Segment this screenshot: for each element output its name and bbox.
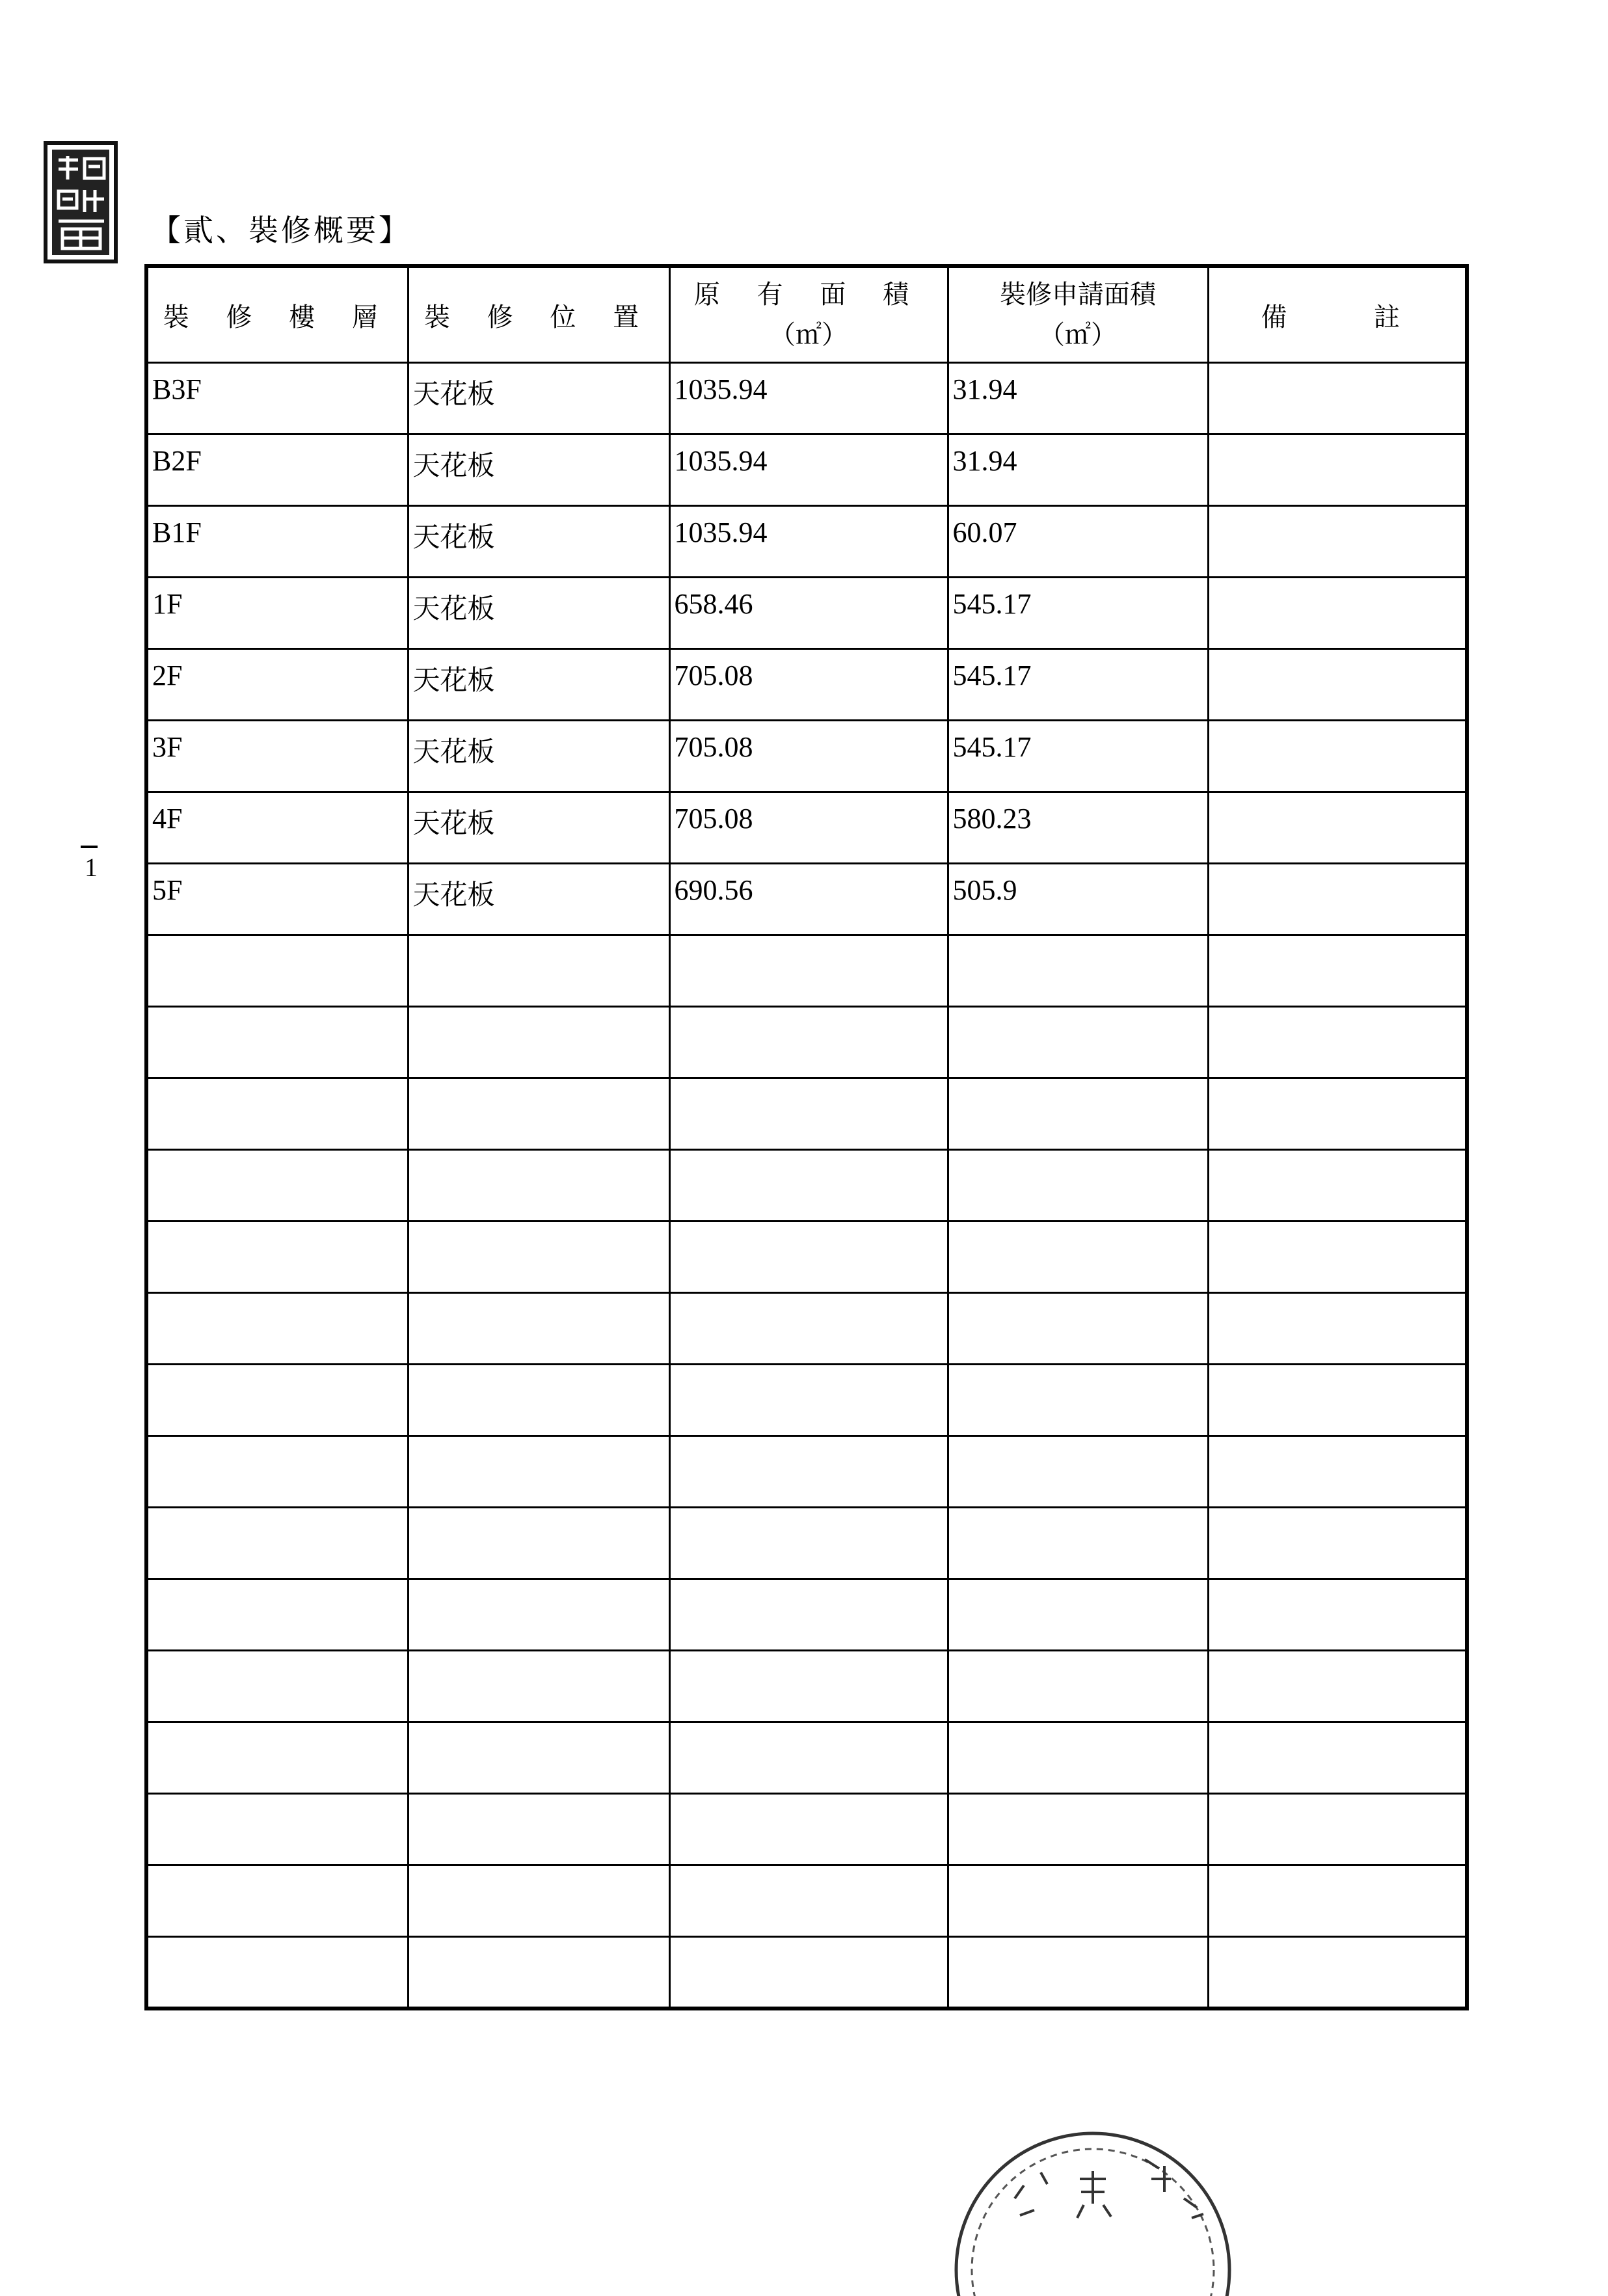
cell-location [408, 1937, 669, 2009]
cell-location: 天花板 [408, 434, 669, 506]
cell-original-area [669, 1579, 948, 1651]
cell-requested-area: 545.17 [948, 649, 1208, 721]
cell-original-area [669, 1007, 948, 1078]
cell-location [408, 1436, 669, 1508]
table-row-empty [146, 1579, 1467, 1651]
cell-floor [146, 1508, 408, 1579]
cell-remark [1208, 363, 1467, 434]
cell-location [408, 1508, 669, 1579]
cell-original-area [669, 1221, 948, 1293]
cell-remark [1208, 1579, 1467, 1651]
seal-stamp-bottom [937, 2101, 1236, 2296]
cell-remark [1208, 578, 1467, 649]
cell-location [408, 1365, 669, 1436]
cell-original-area [669, 1436, 948, 1508]
cell-original-area [669, 1651, 948, 1722]
cell-original-area: 705.08 [669, 792, 948, 864]
header-location: 裝 修 位 置 [408, 266, 669, 363]
cell-floor [146, 1651, 408, 1722]
cell-location: 天花板 [408, 649, 669, 721]
table-row [146, 506, 1467, 578]
cell-floor: B3F [146, 363, 408, 434]
cell-requested-area [948, 935, 1208, 1007]
cell-requested-area: 31.94 [948, 363, 1208, 434]
cell-requested-area: 545.17 [948, 578, 1208, 649]
cell-location [408, 935, 669, 1007]
table-row [146, 792, 1467, 864]
cell-requested-area [948, 1007, 1208, 1078]
cell-original-area: 1035.94 [669, 506, 948, 578]
cell-floor: 5F [146, 864, 408, 935]
cell-location [408, 1579, 669, 1651]
table-row [146, 649, 1467, 721]
cell-floor [146, 1365, 408, 1436]
header-remark-char-2: 註 [1374, 302, 1400, 332]
header-remark-char-1: 備 [1261, 302, 1287, 332]
cell-requested-area [948, 1221, 1208, 1293]
cell-remark [1208, 1221, 1467, 1293]
table-row [146, 864, 1467, 935]
cell-floor [146, 1579, 408, 1651]
cell-original-area [669, 1794, 948, 1865]
table-row-empty [146, 1007, 1467, 1078]
table-row-empty [146, 1865, 1467, 1937]
cell-original-area [669, 1365, 948, 1436]
table-row-empty [146, 1651, 1467, 1722]
cell-original-area [669, 1865, 948, 1937]
table-row-empty [146, 1794, 1467, 1865]
cell-original-area [669, 1508, 948, 1579]
cell-remark [1208, 1078, 1467, 1150]
cell-remark [1208, 864, 1467, 935]
cell-requested-area [948, 1651, 1208, 1722]
table-row-empty [146, 1722, 1467, 1794]
table-row [146, 578, 1467, 649]
cell-remark [1208, 1365, 1467, 1436]
cell-requested-area: 505.9 [948, 864, 1208, 935]
header-remark [1208, 266, 1467, 363]
cell-location: 天花板 [408, 721, 669, 792]
table-row [146, 721, 1467, 792]
cell-requested-area: 60.07 [948, 506, 1208, 578]
cell-location [408, 1794, 669, 1865]
cell-floor [146, 1221, 408, 1293]
cell-requested-area [948, 1150, 1208, 1221]
cell-remark [1208, 649, 1467, 721]
cell-location: 天花板 [408, 792, 669, 864]
cell-requested-area [948, 1365, 1208, 1436]
table-row [146, 434, 1467, 506]
cell-remark [1208, 1937, 1467, 2009]
cell-location: 天花板 [408, 864, 669, 935]
header-requested-area [948, 266, 1208, 363]
cell-floor: 4F [146, 792, 408, 864]
cell-original-area [669, 1150, 948, 1221]
cell-requested-area [948, 1436, 1208, 1508]
cell-remark [1208, 1508, 1467, 1579]
cell-remark [1208, 1722, 1467, 1794]
cell-remark [1208, 434, 1467, 506]
section-title: 【貳、裝修概要】 [151, 213, 411, 248]
cell-remark [1208, 1865, 1467, 1937]
cell-location [408, 1221, 669, 1293]
cell-original-area [669, 1293, 948, 1365]
cell-requested-area [948, 1722, 1208, 1794]
table-row-empty [146, 1508, 1467, 1579]
cell-floor: 2F [146, 649, 408, 721]
cell-location [408, 1007, 669, 1078]
margin-dash [81, 846, 98, 848]
table-header-row [146, 266, 1467, 363]
cell-location [408, 1722, 669, 1794]
table-row-empty [146, 1365, 1467, 1436]
table-row [146, 363, 1467, 434]
cell-requested-area: 31.94 [948, 434, 1208, 506]
cell-floor [146, 1937, 408, 2009]
margin-page-mark: 1 [85, 853, 98, 882]
cell-floor [146, 1794, 408, 1865]
cell-location: 天花板 [408, 578, 669, 649]
cell-floor [146, 1722, 408, 1794]
cell-original-area: 1035.94 [669, 363, 948, 434]
cell-remark [1208, 1150, 1467, 1221]
cell-requested-area [948, 1579, 1208, 1651]
header-requested-area-unit: （㎡） [1039, 320, 1117, 350]
cell-remark [1208, 1794, 1467, 1865]
cell-original-area: 690.56 [669, 864, 948, 935]
cell-floor [146, 1436, 408, 1508]
cell-original-area [669, 1722, 948, 1794]
cell-original-area [669, 1937, 948, 2009]
cell-remark [1208, 1007, 1467, 1078]
cell-location [408, 1150, 669, 1221]
cell-remark [1208, 935, 1467, 1007]
cell-remark [1208, 1436, 1467, 1508]
table-row-empty [146, 1937, 1467, 2009]
table-row-empty [146, 935, 1467, 1007]
cell-original-area: 658.46 [669, 578, 948, 649]
cell-requested-area: 580.23 [948, 792, 1208, 864]
cell-original-area [669, 1078, 948, 1150]
cell-requested-area [948, 1078, 1208, 1150]
cell-location [408, 1078, 669, 1150]
cell-remark [1208, 506, 1467, 578]
cell-floor: 3F [146, 721, 408, 792]
cell-location: 天花板 [408, 363, 669, 434]
cell-requested-area [948, 1293, 1208, 1365]
header-requested-area-label: 裝修申請面積 [1000, 280, 1156, 310]
table-row-empty [146, 1078, 1467, 1150]
cell-floor [146, 1150, 408, 1221]
cell-floor: 1F [146, 578, 408, 649]
cell-remark [1208, 721, 1467, 792]
cell-floor [146, 1007, 408, 1078]
header-original-area [669, 266, 948, 363]
cell-floor [146, 1865, 408, 1937]
cell-floor [146, 1293, 408, 1365]
cell-floor [146, 935, 408, 1007]
cell-requested-area [948, 1937, 1208, 2009]
table-row-empty [146, 1293, 1467, 1365]
header-original-area-unit: （㎡） [770, 320, 848, 350]
cell-location [408, 1651, 669, 1722]
cell-remark [1208, 1293, 1467, 1365]
cell-original-area [669, 935, 948, 1007]
cell-location: 天花板 [408, 506, 669, 578]
cell-requested-area [948, 1794, 1208, 1865]
cell-requested-area [948, 1865, 1208, 1937]
header-original-area-label: 原 有 面 積 [693, 280, 924, 310]
cell-floor: B1F [146, 506, 408, 578]
table-row-empty [146, 1150, 1467, 1221]
cell-remark [1208, 792, 1467, 864]
cell-original-area: 705.08 [669, 721, 948, 792]
cell-original-area: 705.08 [669, 649, 948, 721]
cell-requested-area: 545.17 [948, 721, 1208, 792]
cell-floor [146, 1078, 408, 1150]
cell-location [408, 1293, 669, 1365]
table-row-empty [146, 1221, 1467, 1293]
table-row-empty [146, 1436, 1467, 1508]
cell-location [408, 1865, 669, 1937]
seal-stamp-left [43, 140, 118, 264]
renovation-summary-table [144, 264, 1469, 2010]
cell-original-area: 1035.94 [669, 434, 948, 506]
header-floor: 裝 修 樓 層 [146, 266, 408, 363]
cell-requested-area [948, 1508, 1208, 1579]
cell-remark [1208, 1651, 1467, 1722]
cell-floor: B2F [146, 434, 408, 506]
